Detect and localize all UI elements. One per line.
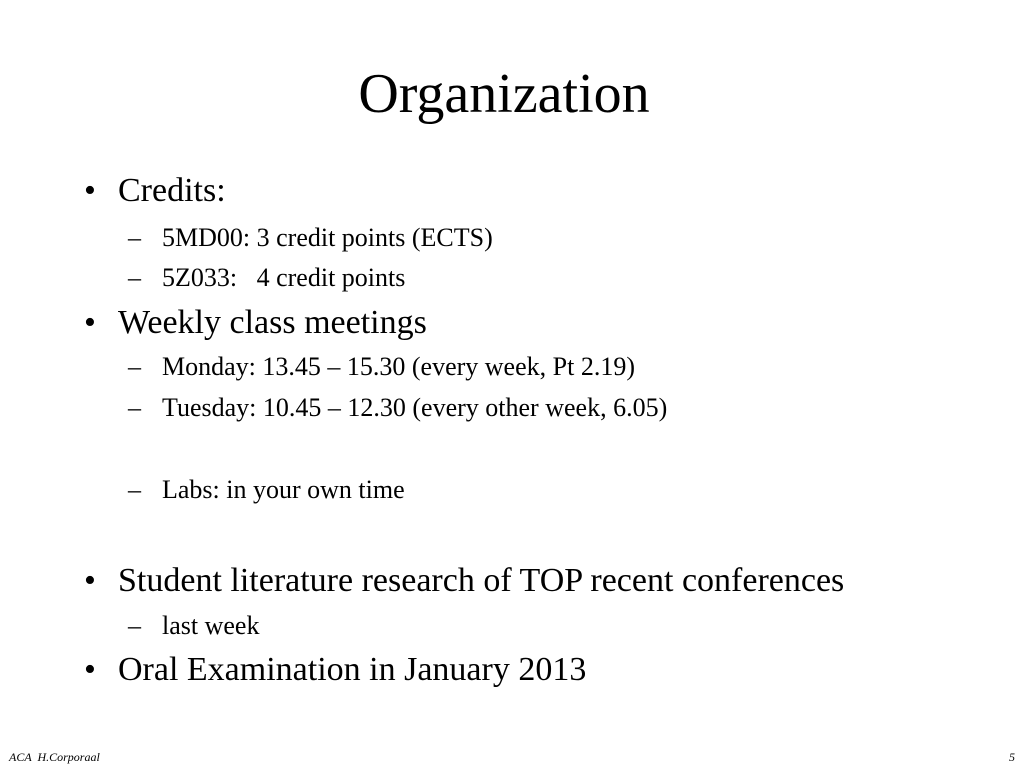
sub-bullet-text: Labs: in your own time bbox=[162, 475, 405, 504]
sub-bullet-text: 5MD00: 3 credit points (ECTS) bbox=[162, 223, 493, 252]
bullet-text: Weekly class meetings bbox=[118, 304, 427, 341]
dash-marker: – bbox=[128, 223, 141, 252]
slide-title: Organization bbox=[358, 63, 650, 125]
sub-bullet-item bbox=[128, 222, 493, 254]
sub-bullet-text: Tuesday: 10.45 – 12.30 (every other week, 6.05) bbox=[162, 393, 668, 422]
bullet-text: Student literature research of TOP recent conferences bbox=[118, 562, 845, 599]
sub-bullet-item bbox=[128, 262, 405, 294]
bullet-text: Oral Examination in January 2013 bbox=[118, 651, 587, 688]
dash-marker: – bbox=[128, 263, 141, 292]
bullet-marker: • bbox=[84, 651, 96, 688]
bullet-item bbox=[84, 303, 427, 343]
bullet-item bbox=[84, 561, 844, 601]
bullet-marker: • bbox=[84, 304, 96, 341]
sub-bullet-item bbox=[128, 392, 667, 424]
sub-bullet-item bbox=[128, 610, 259, 642]
dash-marker: – bbox=[128, 352, 141, 381]
page-number: 5 bbox=[1009, 750, 1015, 764]
sub-bullet-text: Monday: 13.45 – 15.30 (every week, Pt 2.19) bbox=[162, 352, 635, 381]
sub-bullet-item bbox=[128, 474, 405, 506]
dash-marker: – bbox=[128, 611, 141, 640]
sub-bullet-text: last week bbox=[162, 611, 260, 640]
footer-author: ACA H.Corporaal bbox=[9, 750, 100, 764]
bullet-marker: • bbox=[84, 562, 96, 599]
bullet-item bbox=[84, 171, 226, 211]
bullet-marker: • bbox=[84, 172, 96, 209]
sub-bullet-text: 5Z033: 4 credit points bbox=[162, 263, 406, 292]
dash-marker: – bbox=[128, 475, 141, 504]
sub-bullet-item bbox=[128, 351, 635, 383]
dash-marker: – bbox=[128, 393, 141, 422]
bullet-item bbox=[84, 650, 586, 690]
bullet-text: Credits: bbox=[118, 172, 226, 209]
